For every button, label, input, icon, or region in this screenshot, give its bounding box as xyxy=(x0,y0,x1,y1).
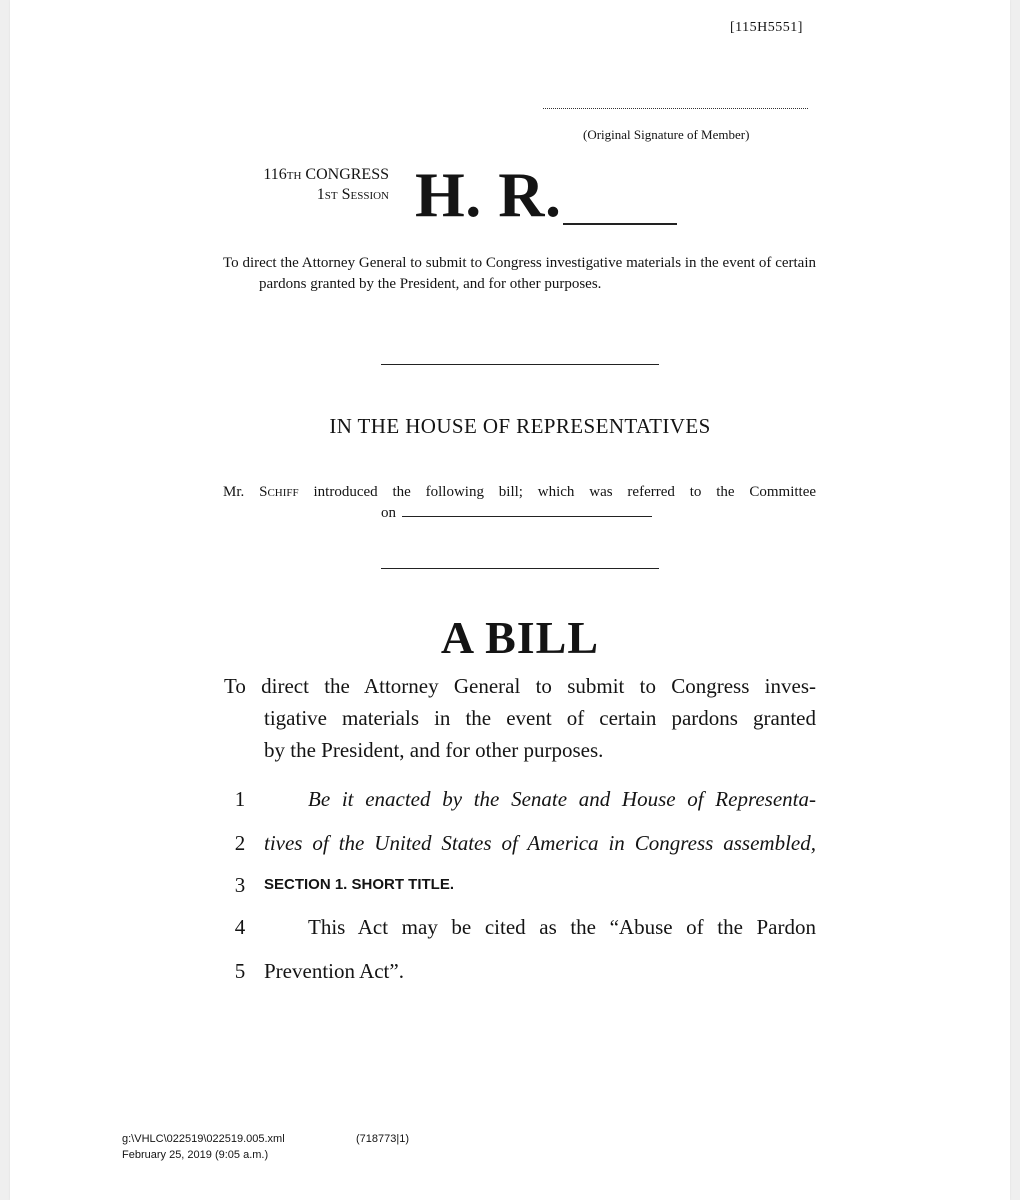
line-number: 5 xyxy=(234,959,246,983)
bill-line xyxy=(232,869,816,901)
session-number: 1 xyxy=(316,186,325,203)
bill-designation: H. R. xyxy=(415,159,562,230)
bill-line xyxy=(232,827,816,859)
document-page xyxy=(10,0,1010,1200)
footer-meta xyxy=(122,1131,285,1163)
footer-date: February 25, 2019 (9:05 a.m.) xyxy=(122,1149,269,1161)
committee-blank xyxy=(402,503,652,517)
divider-rule xyxy=(381,568,659,569)
bill-purpose xyxy=(224,670,816,766)
short-title-text: Prevention Act”. xyxy=(264,959,404,983)
bill-line xyxy=(232,911,816,943)
session-number-suffix: st xyxy=(324,186,338,203)
enacting-clause: Be it enacted by the Senate and House of Representa- xyxy=(308,787,816,811)
congress-number-suffix: th xyxy=(286,166,302,183)
signature-label: (Original Signature of Member) xyxy=(583,127,750,142)
sponsor-title: Mr. xyxy=(223,484,245,500)
footer-code: (718773|1) xyxy=(356,1133,410,1145)
committee-prefix: on xyxy=(381,505,396,521)
footer-path: g:\VHLC\022519\022519.005.xml xyxy=(122,1133,285,1145)
file-code: [115H5551] xyxy=(730,20,803,35)
chamber-heading: IN THE HOUSE OF REPRESENTATIVES xyxy=(329,414,711,438)
bill-line xyxy=(232,955,816,987)
sponsor-name: Schiff xyxy=(259,484,299,500)
section-heading: SECTION 1. SHORT TITLE. xyxy=(264,876,455,893)
bill-number-blank xyxy=(563,223,677,225)
bill-purpose-line: tigative materials in the event of certain pardons granted xyxy=(264,706,816,730)
signature-line xyxy=(543,108,808,109)
divider-rule xyxy=(381,364,659,365)
session-line xyxy=(223,185,389,205)
line-number: 4 xyxy=(234,915,246,939)
a-bill-heading: A BILL xyxy=(440,612,600,663)
bill-purpose-line: by the President, and for other purposes. xyxy=(264,738,604,762)
introduction-line-2 xyxy=(223,503,816,524)
congress-number: 116 xyxy=(263,166,287,183)
line-number: 1 xyxy=(234,787,246,811)
bill-purpose-line: To direct the Attorney General to submit to Congress inves- xyxy=(224,674,816,698)
congress-session-block xyxy=(223,165,389,205)
line-number: 2 xyxy=(234,831,246,855)
bill-line xyxy=(232,783,816,815)
introduction-line-1 xyxy=(223,482,816,503)
congress-word: CONGRESS xyxy=(305,166,389,183)
introduction-text: introduced the following bill; which was referred to the Committee xyxy=(313,484,817,500)
enacting-clause: tives of the United States of America in Congress assembled, xyxy=(264,831,816,855)
line-number: 3 xyxy=(234,873,246,897)
short-title-text: This Act may be cited as the “Abuse of the Pardon xyxy=(308,915,816,939)
purpose-summary: To direct the Attorney General to submit to Congress investigative materials in the event of certain pardons granted by the President, and for other purposes. xyxy=(223,255,816,292)
session-word: Session xyxy=(341,186,389,203)
introduction-statement xyxy=(223,482,816,524)
congress-line xyxy=(223,165,389,185)
